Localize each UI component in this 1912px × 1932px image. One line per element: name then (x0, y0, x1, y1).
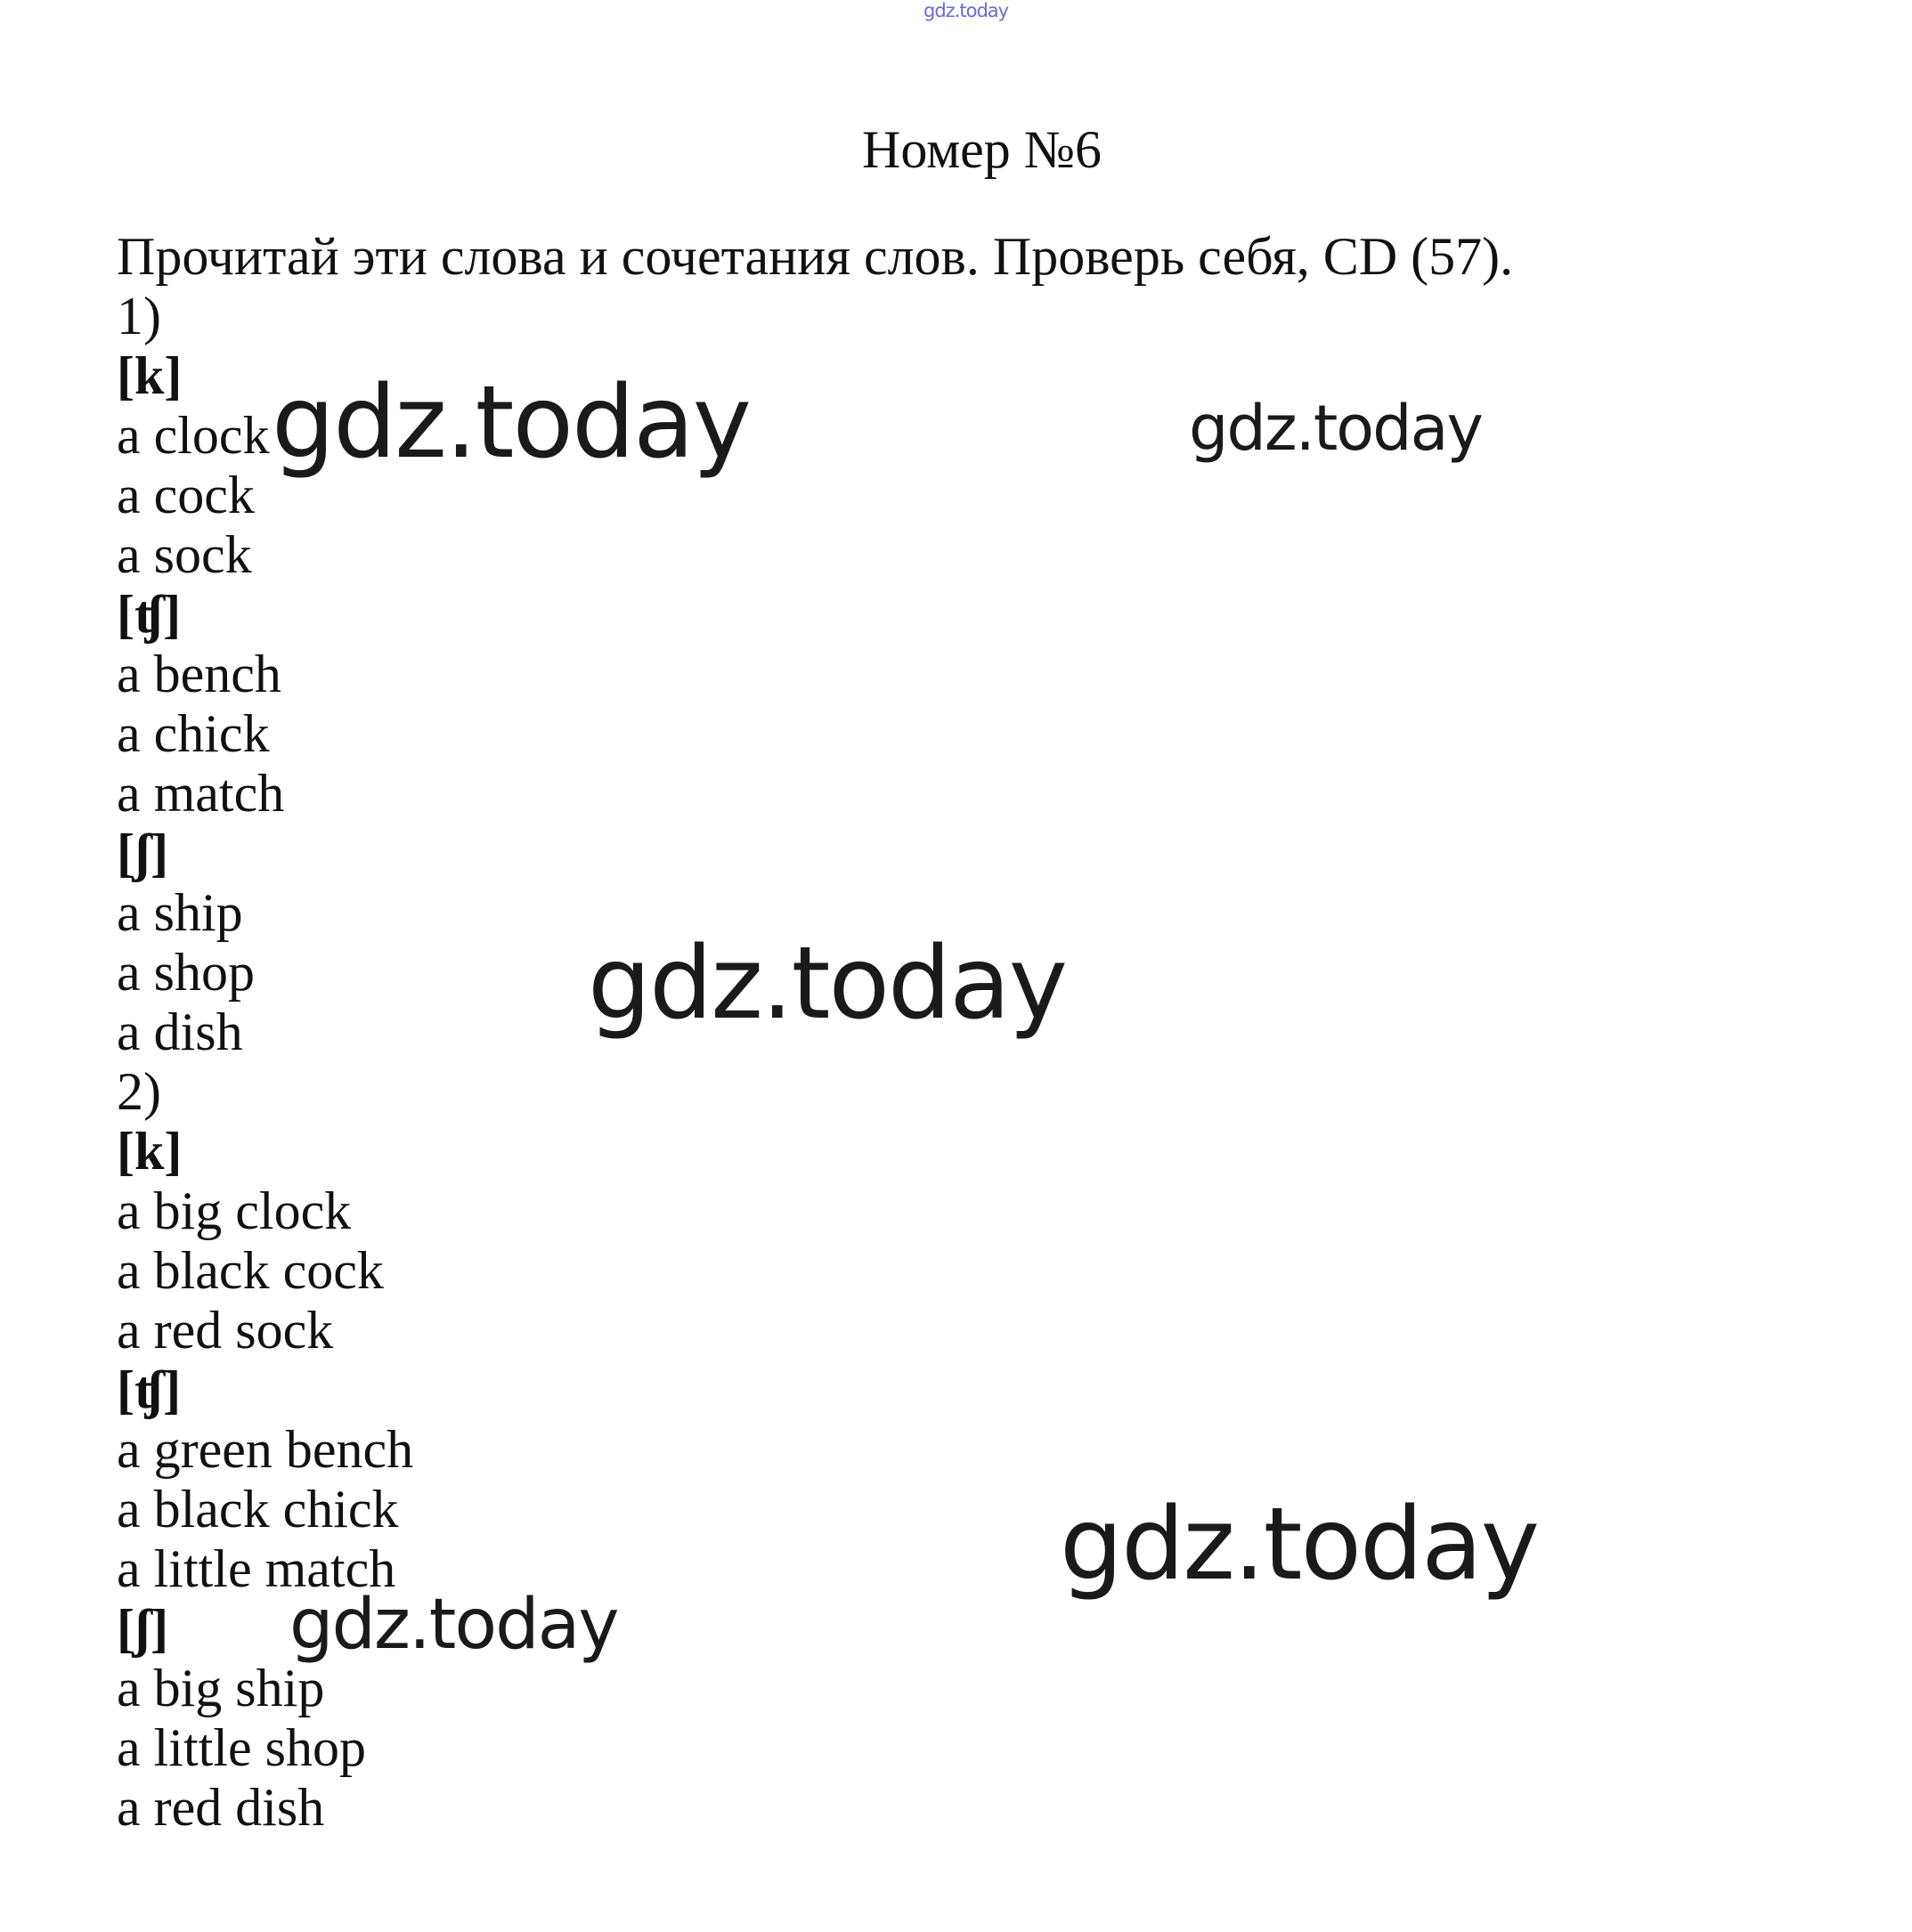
phrase-item: a little shop (117, 1718, 366, 1777)
phrase-item: a big ship (117, 1659, 325, 1717)
part-1-label: 1) (117, 287, 161, 345)
phrase-item: a little match (117, 1539, 396, 1598)
site-mark: gdz.today (923, 0, 1009, 21)
word-item: a ship (117, 883, 243, 942)
sound-heading-sh: [ʃ] (117, 1599, 169, 1658)
phrase-item: a red sock (117, 1301, 334, 1360)
watermark: gdz.today (1060, 1487, 1539, 1603)
word-item: a shop (117, 943, 255, 1002)
watermark: gdz.today (289, 1585, 618, 1665)
sound-heading-ch: [ʧ] (117, 585, 182, 644)
sound-heading-k: [k] (117, 1122, 183, 1181)
instruction-text: Прочитай эти слова и сочетания слов. Проверь себя, CD (57). (117, 227, 1514, 286)
word-item: a dish (117, 1003, 243, 1061)
word-item: a cock (117, 466, 255, 524)
word-item: a sock (117, 525, 252, 584)
word-item: a chick (117, 704, 270, 763)
word-item: a bench (117, 645, 281, 703)
phrase-item: a green bench (117, 1420, 414, 1479)
watermark: gdz.today (272, 365, 751, 481)
word-item: a match (117, 764, 285, 823)
page-title: Номер №6 (862, 120, 1102, 179)
sound-heading-sh: [ʃ] (117, 824, 169, 882)
word-item: a clock (117, 406, 270, 465)
sound-heading-ch: [ʧ] (117, 1360, 182, 1419)
phrase-item: a big clock (117, 1181, 352, 1240)
phrase-item: a black chick (117, 1480, 399, 1538)
phrase-item: a black cock (117, 1241, 384, 1300)
sound-heading-k: [k] (117, 346, 183, 405)
part-2-label: 2) (117, 1062, 161, 1121)
watermark: gdz.today (1189, 392, 1482, 465)
watermark: gdz.today (588, 926, 1067, 1042)
phrase-item: a red dish (117, 1778, 325, 1837)
